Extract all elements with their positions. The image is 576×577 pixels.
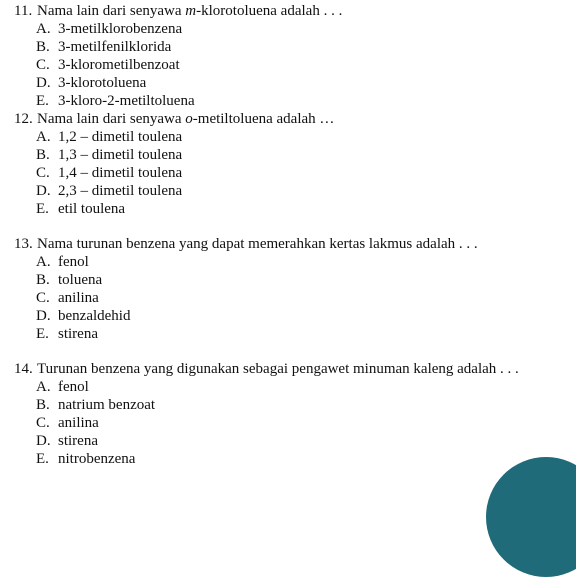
question-12 <box>14 111 334 128</box>
question-prompt-end: -klorotoluena adalah . . . <box>196 3 343 19</box>
question-prompt-italic: m <box>185 3 197 19</box>
option-text: nitrobenzena <box>58 451 136 467</box>
option-text: 1,4 – dimetil toulena <box>58 165 183 181</box>
question-number: 12. <box>14 111 33 127</box>
option-letter: C. <box>36 165 50 181</box>
option-text: fenol <box>58 379 89 395</box>
question-number: 13. <box>14 236 33 252</box>
option-text: 3-klorometilbenzoat <box>58 57 180 73</box>
option-letter: D. <box>36 183 51 199</box>
option-text: anilina <box>58 415 99 431</box>
question-11 <box>14 3 342 20</box>
option-letter: B. <box>36 39 50 55</box>
option-letter: A. <box>36 379 51 395</box>
option-letter: D. <box>36 308 51 324</box>
option-12-a[interactable] <box>36 129 182 146</box>
option-13-e[interactable] <box>36 326 98 343</box>
option-12-b[interactable] <box>36 147 182 164</box>
option-letter: E. <box>36 93 49 109</box>
option-text: 1,3 – dimetil toulena <box>58 147 183 163</box>
option-letter: A. <box>36 21 51 37</box>
option-12-d[interactable] <box>36 183 182 200</box>
option-letter: B. <box>36 397 50 413</box>
option-11-a[interactable] <box>36 21 182 38</box>
option-letter: A. <box>36 129 51 145</box>
option-text: stirena <box>58 326 98 342</box>
question-prompt-italic: o <box>185 111 193 127</box>
option-text: 3-kloro-2-metiltoluena <box>58 93 195 109</box>
option-letter: E. <box>36 451 49 467</box>
option-13-c[interactable] <box>36 290 99 307</box>
option-text: 3-klorotoluena <box>58 75 147 91</box>
option-text: 1,2 – dimetil toulena <box>58 129 183 145</box>
question-14 <box>14 361 519 378</box>
question-prompt <box>37 111 334 127</box>
option-letter: C. <box>36 415 50 431</box>
option-letter: C. <box>36 290 50 306</box>
option-text: benzaldehid <box>58 308 131 324</box>
option-text: etil toulena <box>58 201 126 217</box>
option-14-c[interactable] <box>36 415 99 432</box>
option-text: anilina <box>58 290 99 306</box>
question-13 <box>14 236 478 253</box>
option-14-d[interactable] <box>36 433 98 450</box>
question-prompt-start: Nama lain dari senyawa <box>37 111 186 127</box>
question-prompt: Nama turunan benzena yang dapat memerahkan kertas lakmus adalah . . . <box>37 236 478 252</box>
corner-decoration <box>486 457 576 577</box>
option-11-e[interactable] <box>36 93 195 110</box>
option-letter: D. <box>36 75 51 91</box>
option-12-c[interactable] <box>36 165 182 182</box>
option-14-e[interactable] <box>36 451 135 468</box>
option-12-e[interactable] <box>36 201 125 218</box>
option-11-d[interactable] <box>36 75 146 92</box>
option-11-c[interactable] <box>36 57 180 74</box>
option-14-b[interactable] <box>36 397 155 414</box>
option-letter: B. <box>36 272 50 288</box>
option-14-a[interactable] <box>36 379 89 396</box>
option-letter: D. <box>36 433 51 449</box>
option-text: 2,3 – dimetil toulena <box>58 183 183 199</box>
option-text: toluena <box>58 272 103 288</box>
question-prompt <box>37 3 342 19</box>
question-number: 11. <box>14 3 33 19</box>
question-prompt: Turunan benzena yang digunakan sebagai pengawet minuman kaleng adalah . . . <box>37 361 519 377</box>
option-13-a[interactable] <box>36 254 89 271</box>
option-13-b[interactable] <box>36 272 102 289</box>
option-13-d[interactable] <box>36 308 130 325</box>
question-prompt-start: Nama lain dari senyawa <box>37 3 186 19</box>
option-text: natrium benzoat <box>58 397 156 413</box>
option-letter: E. <box>36 201 49 217</box>
option-letter: A. <box>36 254 51 270</box>
option-text: fenol <box>58 254 89 270</box>
question-prompt-end: -metiltoluena adalah … <box>192 111 335 127</box>
option-letter: B. <box>36 147 50 163</box>
option-text: 3-metilklorobenzena <box>58 21 183 37</box>
question-number: 14. <box>14 361 33 377</box>
option-text: 3-metilfenilklorida <box>58 39 172 55</box>
option-letter: E. <box>36 326 49 342</box>
option-11-b[interactable] <box>36 39 171 56</box>
option-text: stirena <box>58 433 98 449</box>
option-letter: C. <box>36 57 50 73</box>
